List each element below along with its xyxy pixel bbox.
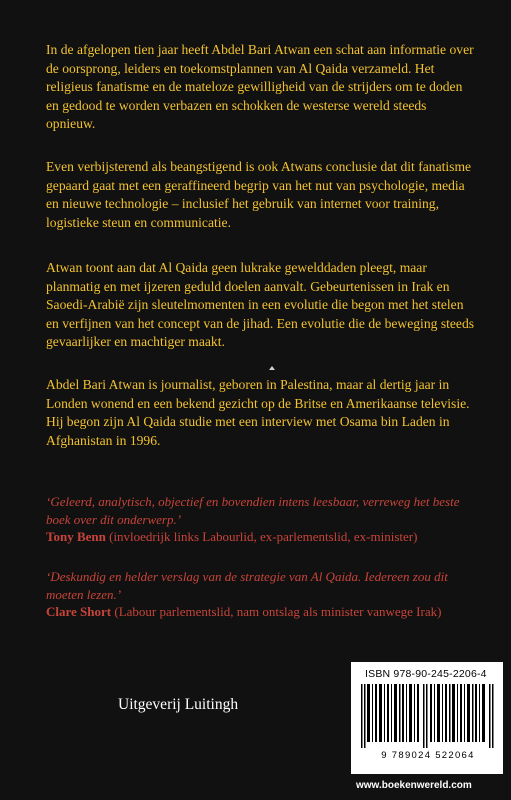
quote-author-role: (Labour parlementslid, nam ontslag als minister vanwege Irak) [111, 604, 442, 619]
review-quote-1 [46, 493, 486, 546]
quote-author: Tony Benn [46, 529, 106, 544]
paragraph-evolution: Atwan toont aan dat Al Qaida geen lukrake gewelddaden pleegt, maar planmatig en met ijzeren geduld doelen aanvalt. Gebeurtenissen in Irak en Saoedi-Arabië zijn sleutelmomenten in een evolutie die begon met het stelen en verfijnen van het concept van de jihad. Een evolutie die de beweging steeds gevaarlijker en machtiger maakt. [46, 260, 475, 350]
quote-author: Clare Short [46, 604, 112, 619]
paragraph-conclusion: Even verbijsterend als beangstigend is ook Atwans conclusie dat dit fanatisme gepaard gaat met een geraffineerd begrip van het nut van psychologie, media en nieuwe technologie – inclusief het gebruik van internet voor training, logistieke steun en communicatie. [46, 159, 472, 230]
paragraph-author-bio: Abdel Bari Atwan is journalist, geboren in Palestina, maar al dertig jaar in Londen wonend en een bekend gezicht op de Britse en Amerikaanse televisie. Hij begon zijn Al Qaida studie met een interview met Osama bin Laden in Afghanistan in 1996. [46, 377, 470, 448]
quote-text: ‘Deskundig en helder verslag van de strategie van Al Qaida. Iedereen zou dit moeten lezen.’ [46, 569, 448, 602]
divider-mark [269, 366, 275, 370]
quote-text: ‘Geleerd, analytisch, objectief en bovendien intens leesbaar, verreweg het beste boek over dit onderwerp.’ [46, 494, 460, 527]
barcode-icon [361, 684, 495, 748]
publisher-name: Uitgeverij Luitingh [118, 696, 239, 713]
quote-author-role: (invloedrijk links Labourlid, ex-parlementslid, ex-minister) [105, 529, 418, 544]
barcode-label [351, 662, 503, 774]
barcode-digits: 9 789024 522064 [381, 750, 475, 761]
isbn-number: ISBN 978-90-245-2206-4 [365, 668, 487, 680]
review-quote-2 [46, 568, 486, 621]
paragraph-intro: In de afgelopen tien jaar heeft Abdel Bari Atwan een schat aan informatie over de oorsprong, leiders en toekomstplannen van Al Qaida verzameld. Het religieus fanatisme en de mateloze gewilligheid van de strijders om te doden en gedood te worden verbazen en schokken de westerse wereld steeds opnieuw. [46, 42, 474, 132]
website-url: www.boekenwereld.com [356, 780, 472, 791]
